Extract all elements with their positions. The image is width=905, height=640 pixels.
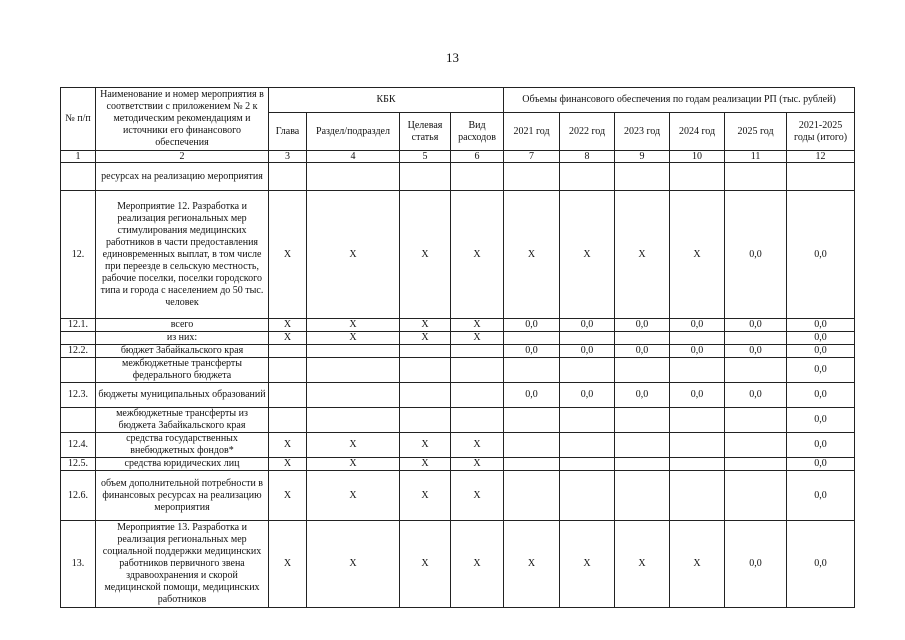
row-cell: [560, 458, 615, 471]
row-cell: [725, 408, 787, 433]
row-cell: [504, 471, 560, 521]
row-name: объем дополнительной потребности в финансовых ресурсах на реализацию мероприятия: [96, 471, 269, 521]
table-row: [61, 521, 855, 608]
row-cell: [560, 471, 615, 521]
row-cell: X: [451, 191, 504, 319]
row-name: Мероприятие 12. Разработка и реализация региональных мер стимулирования медицинских работников в части предоставления единовременных выплат, в том числе при переезде в сельскую местность, рабочие поселки, поселки городского типа и города с населением до 50 тыс. человек: [96, 191, 269, 319]
col-number: 8: [560, 151, 615, 163]
col-number: 11: [725, 151, 787, 163]
header-year-col: 2022 год: [560, 113, 615, 151]
table-row: [61, 191, 855, 319]
row-cell: X: [451, 319, 504, 332]
row-cell: [269, 345, 307, 358]
row-cell: [615, 332, 670, 345]
row-cell: [560, 408, 615, 433]
row-cell: 0,0: [787, 319, 855, 332]
row-name: ресурсах на реализацию мероприятия: [96, 163, 269, 191]
row-cell: [615, 433, 670, 458]
row-cell: [560, 358, 615, 383]
row-cell: X: [307, 521, 400, 608]
table-row: [61, 345, 855, 358]
row-number: 13.: [61, 521, 96, 608]
row-cell: X: [269, 332, 307, 345]
row-cell: X: [451, 332, 504, 345]
row-cell: [670, 433, 725, 458]
row-cell: X: [560, 521, 615, 608]
row-cell: X: [269, 191, 307, 319]
col-number: 5: [400, 151, 451, 163]
row-cell: X: [451, 521, 504, 608]
row-cell: 0,0: [670, 345, 725, 358]
row-cell: [725, 332, 787, 345]
row-cell: [307, 408, 400, 433]
row-cell: [725, 471, 787, 521]
row-cell: X: [307, 433, 400, 458]
table-row: [61, 383, 855, 408]
row-cell: [670, 458, 725, 471]
row-cell: X: [400, 471, 451, 521]
row-cell: 0,0: [787, 408, 855, 433]
row-cell: [504, 433, 560, 458]
row-cell: 0,0: [787, 191, 855, 319]
row-cell: 0,0: [787, 471, 855, 521]
row-cell: [451, 163, 504, 191]
table-body: [61, 163, 855, 608]
row-name: межбюджетные трансферты из бюджета Забайкальского края: [96, 408, 269, 433]
row-cell: [615, 471, 670, 521]
page-number: 13: [446, 50, 459, 65]
row-cell: 0,0: [504, 319, 560, 332]
row-cell: X: [451, 433, 504, 458]
row-cell: X: [400, 332, 451, 345]
header-year-col: 2021 год: [504, 113, 560, 151]
row-cell: [400, 383, 451, 408]
row-cell: 0,0: [725, 521, 787, 608]
row-cell: [615, 408, 670, 433]
header-num: № п/п: [61, 88, 96, 151]
row-cell: [451, 358, 504, 383]
row-cell: [560, 433, 615, 458]
row-name: из них:: [96, 332, 269, 345]
row-cell: X: [670, 521, 725, 608]
row-number: [61, 358, 96, 383]
row-name: бюджет Забайкальского края: [96, 345, 269, 358]
header-kbk-col: Глава: [269, 113, 307, 151]
row-cell: [670, 471, 725, 521]
row-cell: [400, 345, 451, 358]
row-cell: X: [307, 471, 400, 521]
header-volumes: Объемы финансового обеспечения по годам реализации РП (тыс. рублей): [504, 88, 855, 113]
row-number: 12.4.: [61, 433, 96, 458]
row-cell: [307, 163, 400, 191]
row-cell: X: [269, 433, 307, 458]
row-number: [61, 163, 96, 191]
row-cell: X: [269, 458, 307, 471]
row-cell: [307, 358, 400, 383]
row-cell: X: [615, 521, 670, 608]
row-cell: X: [670, 191, 725, 319]
row-cell: X: [307, 332, 400, 345]
table-row: [61, 332, 855, 345]
row-cell: [670, 358, 725, 383]
row-cell: 0,0: [504, 345, 560, 358]
row-cell: X: [269, 319, 307, 332]
row-cell: X: [307, 319, 400, 332]
row-cell: X: [504, 191, 560, 319]
row-cell: [504, 332, 560, 345]
row-cell: X: [400, 191, 451, 319]
row-cell: [560, 163, 615, 191]
table-row: [61, 471, 855, 521]
row-cell: 0,0: [725, 345, 787, 358]
row-cell: 0,0: [787, 345, 855, 358]
row-cell: [615, 163, 670, 191]
row-cell: X: [269, 471, 307, 521]
row-name: всего: [96, 319, 269, 332]
header-kbk-col: Раздел/подраздел: [307, 113, 400, 151]
row-cell: X: [615, 191, 670, 319]
header-kbk-col: Вид расходов: [451, 113, 504, 151]
row-number: [61, 408, 96, 433]
row-name: бюджеты муниципальных образований: [96, 383, 269, 408]
row-cell: [787, 163, 855, 191]
row-cell: [269, 358, 307, 383]
row-cell: X: [400, 458, 451, 471]
table-row: [61, 433, 855, 458]
row-number: [61, 332, 96, 345]
row-cell: [725, 458, 787, 471]
col-number: 7: [504, 151, 560, 163]
row-cell: 0,0: [787, 383, 855, 408]
row-number: 12.3.: [61, 383, 96, 408]
header-name: Наименование и номер мероприятия в соответствии с приложением № 2 к методическим рекомендациям и источники его финансового обеспечения: [96, 88, 269, 151]
financing-table: [60, 87, 855, 608]
table-row: [61, 358, 855, 383]
row-number: 12.5.: [61, 458, 96, 471]
row-cell: [615, 458, 670, 471]
header-kbk-col: Целевая статья: [400, 113, 451, 151]
row-cell: [670, 163, 725, 191]
row-cell: 0,0: [560, 319, 615, 332]
row-cell: [269, 408, 307, 433]
row-cell: [269, 163, 307, 191]
row-cell: 0,0: [615, 319, 670, 332]
row-cell: [451, 383, 504, 408]
row-cell: [670, 332, 725, 345]
row-cell: 0,0: [725, 383, 787, 408]
header-year-col: 2021-2025 годы (итого): [787, 113, 855, 151]
row-cell: [725, 433, 787, 458]
col-number: 4: [307, 151, 400, 163]
row-cell: [725, 163, 787, 191]
row-number: 12.2.: [61, 345, 96, 358]
col-number: 10: [670, 151, 725, 163]
row-cell: 0,0: [725, 191, 787, 319]
col-number: 3: [269, 151, 307, 163]
col-number: 9: [615, 151, 670, 163]
row-cell: 0,0: [670, 319, 725, 332]
table-row: [61, 319, 855, 332]
row-cell: [400, 163, 451, 191]
row-cell: [269, 383, 307, 408]
row-cell: 0,0: [787, 521, 855, 608]
row-cell: [725, 358, 787, 383]
row-cell: 0,0: [560, 383, 615, 408]
table-row: [61, 163, 855, 191]
row-cell: 0,0: [787, 433, 855, 458]
row-number: 12.6.: [61, 471, 96, 521]
row-cell: [451, 408, 504, 433]
row-cell: [400, 408, 451, 433]
row-cell: [670, 408, 725, 433]
header-year-col: 2025 год: [725, 113, 787, 151]
table-row: [61, 458, 855, 471]
row-cell: X: [451, 471, 504, 521]
row-cell: [307, 383, 400, 408]
row-name: Мероприятие 13. Разработка и реализация региональных мер социальной поддержки медицинских работников первичного звена здравоохранения и скорой медицинской помощи, медицинских работников: [96, 521, 269, 608]
row-cell: [504, 458, 560, 471]
row-cell: 0,0: [615, 383, 670, 408]
header-year-col: 2023 год: [615, 113, 670, 151]
col-number: 6: [451, 151, 504, 163]
row-cell: 0,0: [504, 383, 560, 408]
col-number: 1: [61, 151, 96, 163]
row-cell: [307, 345, 400, 358]
row-cell: [615, 358, 670, 383]
row-cell: X: [504, 521, 560, 608]
col-number: 12: [787, 151, 855, 163]
row-cell: X: [400, 521, 451, 608]
row-cell: 0,0: [725, 319, 787, 332]
row-name: средства государственных внебюджетных фондов*: [96, 433, 269, 458]
row-cell: [400, 358, 451, 383]
row-cell: [504, 358, 560, 383]
row-cell: X: [451, 458, 504, 471]
row-cell: 0,0: [615, 345, 670, 358]
row-number: 12.1.: [61, 319, 96, 332]
row-cell: X: [307, 191, 400, 319]
header-kbk: КБК: [269, 88, 504, 113]
row-cell: 0,0: [787, 332, 855, 345]
row-name: межбюджетные трансферты федерального бюджета: [96, 358, 269, 383]
row-number: 12.: [61, 191, 96, 319]
col-number: 2: [96, 151, 269, 163]
row-cell: X: [560, 191, 615, 319]
row-cell: [451, 345, 504, 358]
row-cell: 0,0: [787, 358, 855, 383]
row-name: средства юридических лиц: [96, 458, 269, 471]
header-year-col: 2024 год: [670, 113, 725, 151]
table-row: [61, 408, 855, 433]
row-cell: [504, 163, 560, 191]
row-cell: [560, 332, 615, 345]
row-cell: 0,0: [670, 383, 725, 408]
row-cell: [504, 408, 560, 433]
row-cell: X: [307, 458, 400, 471]
row-cell: 0,0: [560, 345, 615, 358]
row-cell: 0,0: [787, 458, 855, 471]
row-cell: X: [269, 521, 307, 608]
row-cell: X: [400, 319, 451, 332]
row-cell: X: [400, 433, 451, 458]
column-number-row: [61, 151, 855, 163]
